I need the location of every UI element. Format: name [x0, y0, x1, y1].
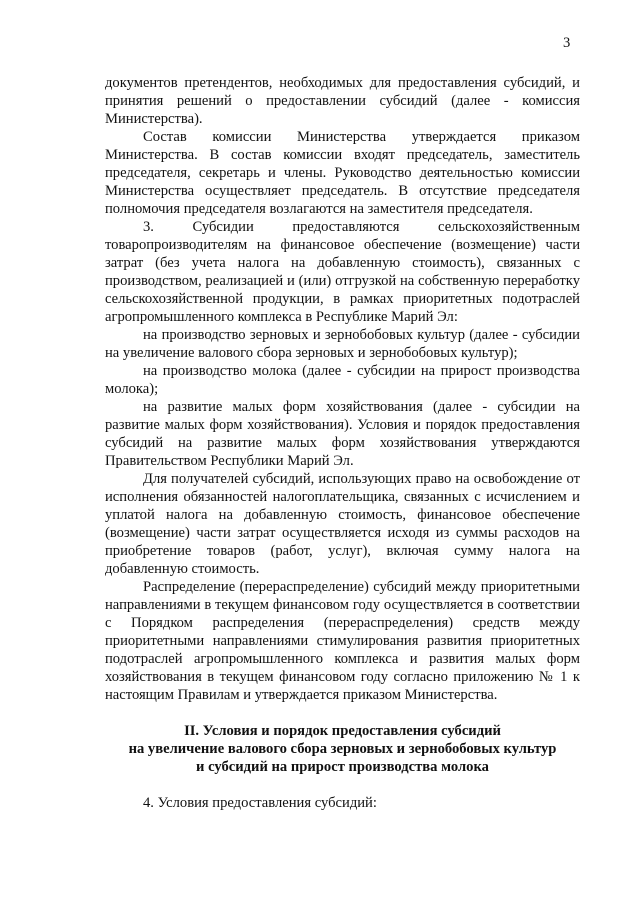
- section-heading: [105, 722, 580, 776]
- paragraph: Состав комиссии Министерства утверждается приказом Министерства. В состав комиссии входят председатель, заместитель председателя, секретарь и члены. Руководство деятельностью комиссии Министерства осуществляет председатель. В отсутствие председателя полномочия председателя возлагаются на заместителя председателя.: [105, 129, 580, 217]
- section-heading-line: II. Условия и порядок предоставления субсидий: [184, 723, 501, 739]
- paragraph: документов претендентов, необходимых для предоставления субсидий, и принятия решений о предоставлении субсидий (далее - комиссия Министерства).: [105, 75, 580, 127]
- paragraph: 4. Условия предоставления субсидий:: [143, 795, 377, 811]
- paragraph: на производство молока (далее - субсидии на прирост производства молока);: [105, 363, 580, 397]
- paragraph: на производство зерновых и зернобобовых культур (далее - субсидии на увеличение валового сбора зерновых и зернобобовых культур);: [105, 327, 580, 361]
- section-heading-line: на увеличение валового сбора зерновых и зернобобовых культур: [128, 741, 557, 757]
- document-body: [105, 74, 580, 812]
- page-number: 3: [563, 35, 571, 51]
- paragraph: Для получателей субсидий, использующих право на освобождение от исполнения обязанностей налогоплательщика, связанных с исчислением и уплатой налога на добавленную стоимость, финансовое обеспечение (возмещение) части затрат осуществляется исходя из суммы расходов на приобретение товаров (работ, услуг), включая сумму налога на добавленную стоимость.: [105, 471, 580, 577]
- paragraph: на развитие малых форм хозяйствования (далее - субсидии на развитие малых форм хозяйствования). Условия и порядок предоставления субсидий на развитие малых форм хозяйствования утверждаются Правительством Республики Марий Эл.: [105, 399, 580, 469]
- section-heading-line: и субсидий на прирост производства молока: [196, 759, 489, 775]
- paragraph: Распределение (перераспределение) субсидий между приоритетными направлениями в текущем финансовом году осуществляется в соответствии с Порядком распределения (перераспределения) средств между приоритетными направлениями стимулирования развития приоритетных подотраслей агропромышленного комплекса и развития малых форм хозяйствования в текущем финансовом году согласно приложению № 1 к настоящим Правилам и утверждается приказом Министерства.: [105, 579, 580, 703]
- paragraph: 3. Субсидии предоставляются сельскохозяйственным товаропроизводителям на финансовое обеспечение (возмещение) части затрат (без учета налога на добавленную стоимость), связанных с производством, реализацией и (или) отгрузкой на собственную переработку сельскохозяйственной продукции, в рамках приоритетных подотраслей агропромышленного комплекса в Республике Марий Эл:: [105, 219, 580, 325]
